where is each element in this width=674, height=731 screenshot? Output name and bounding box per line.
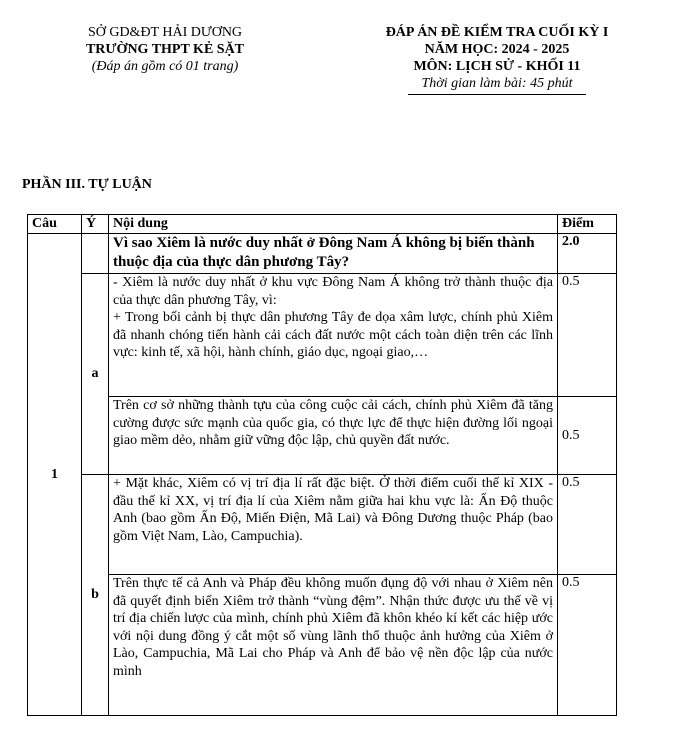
question-number: 1 [28, 234, 82, 716]
header-diem: Điểm [558, 215, 617, 234]
section-title: PHẦN III. TỰ LUẬN [22, 177, 152, 192]
answer-content [109, 575, 558, 716]
table-row [28, 475, 617, 575]
answer-line: + Trong bối cảnh bị thực dân phương Tây đe dọa xâm lược, chính phủ Xiêm đã nhanh chóng tiến hành cải cách đất nước một cách toàn diện trên các lĩnh vực: kinh tế, xã hội, hành chính, giáo dục, ngoại giao,… [113, 310, 553, 360]
answer-line: Trên thực tế cả Anh và Pháp đều không muốn đụng độ với nhau ở Xiêm nên đã quyết định biến Xiêm trở thành “vùng đệm”. Nhận thức được ưu thế về vị trí địa chiến lược của mình, chính phủ Xiêm đã khôn khéo kí kết các hiệp ước với nội dung đồng ý cắt một số vùng lãnh thổ thuộc ảnh hưởng của Xiêm ở Lào, Campuchia, Mã Lai cho Pháp và Anh để bảo vệ nền độc lập của nước mình [113, 576, 553, 679]
answer-score: 0.5 [558, 397, 617, 475]
question-text: Vì sao Xiêm là nước duy nhất ở Đông Nam Á không bị biến thành thuộc địa của thực dân phương Tây? [109, 234, 558, 274]
answer-content [109, 274, 558, 397]
question-row [28, 234, 617, 274]
header-noi-dung: Nội dung [109, 215, 558, 234]
header-right [358, 24, 636, 95]
answer-score: 0.5 [558, 575, 617, 716]
answer-line: + Mặt khác, Xiêm có vị trí địa lí rất đặc biệt. Ở thời điểm cuối thế kỉ XIX - đầu thế kỉ XX, vị trí địa lí của Xiêm nằm giữa hai khu vực là: Ấn Độ thuộc Anh (bao gồm Ấn Độ, Miến Điện, Mã Lai) và Đông Dương thuộc Pháp (bao gồm Việt Nam, Lào, Campuchia). [113, 476, 553, 544]
table-row [28, 274, 617, 397]
header-cau: Câu [28, 215, 82, 234]
school-year: NĂM HỌC: 2024 - 2025 [424, 42, 570, 57]
answer-content [109, 475, 558, 575]
department-name: SỞ GD&ĐT HẢI DƯƠNG [87, 25, 243, 40]
answer-line: Trên cơ sở những thành tựu của công cuộc cải cách, chính phủ Xiêm đã tăng cường được sức mạnh của quốc gia, có thực lực để thực hiện đường lối ngoại giao mềm dẻo, nhằm giữ vững độc lập, chủ quyền đất nước. [113, 398, 553, 448]
header-y: Ý [82, 215, 109, 234]
page-count-note: (Đáp án gồm có 01 trang) [91, 59, 239, 74]
table-header-row [28, 215, 617, 234]
question-score: 2.0 [558, 234, 617, 274]
answer-line: - Xiêm là nước duy nhất ở khu vực Đông Nam Á không trở thành thuộc địa của thực dân phương Tây, vì: [113, 275, 553, 308]
header-underline [408, 94, 586, 95]
part-a-label: a [82, 274, 109, 475]
answer-score: 0.5 [558, 475, 617, 575]
answer-content [109, 397, 558, 475]
answer-score: 0.5 [558, 274, 617, 397]
table-row [28, 397, 617, 475]
exam-duration: Thời gian làm bài: 45 phút [421, 76, 573, 91]
header-left [40, 24, 290, 75]
empty-y-cell [82, 234, 109, 274]
school-name: TRƯỜNG THPT KẺ SẶT [85, 42, 245, 57]
subject-grade: MÔN: LỊCH SỬ - KHỐI 11 [413, 59, 581, 74]
answer-table [27, 214, 617, 716]
document-title: ĐÁP ÁN ĐỀ KIỂM TRA CUỐI KỲ I [385, 25, 609, 40]
part-b-label: b [82, 475, 109, 716]
table-row [28, 575, 617, 716]
